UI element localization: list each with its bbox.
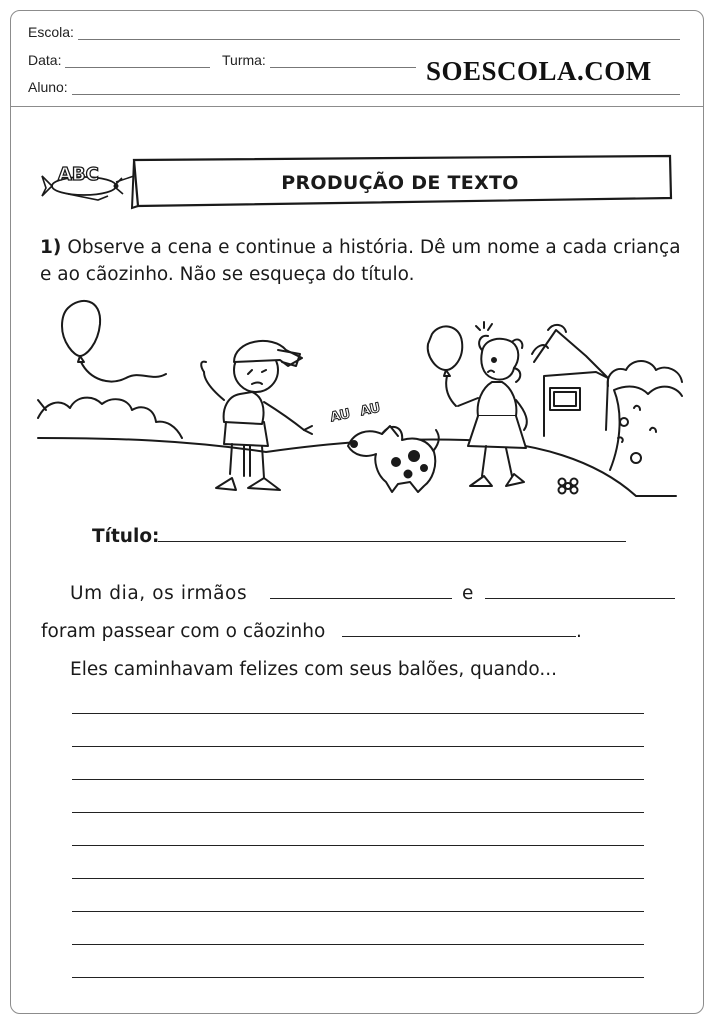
tree-figure — [608, 361, 682, 470]
question-text: Observe a cena e continue a história. Dê um nome a cada criança e ao cãozinho. Não se esqueça do título. — [40, 237, 681, 285]
writing-line[interactable] — [72, 911, 644, 912]
data-field[interactable] — [28, 52, 210, 68]
writing-line[interactable] — [72, 878, 644, 879]
airplane-icon — [42, 164, 123, 200]
dog-name-line[interactable] — [342, 636, 576, 637]
house-figure — [532, 325, 608, 436]
line1-conj: e — [462, 583, 474, 604]
brother1-name-line[interactable] — [270, 598, 452, 599]
line1-prefix: Um dia, os irmãos — [70, 583, 248, 604]
writing-line[interactable] — [72, 812, 644, 813]
writing-line[interactable] — [72, 977, 644, 978]
writing-line[interactable] — [72, 746, 644, 747]
writing-line[interactable] — [72, 845, 644, 846]
escola-line[interactable] — [78, 28, 680, 40]
scene-illustration — [36, 290, 686, 512]
page-title: PRODUÇÃO DE TEXTO — [281, 172, 519, 194]
turma-line[interactable] — [270, 56, 416, 68]
girl-figure — [428, 322, 527, 486]
dog-sound-2: AU — [358, 400, 382, 420]
question-1 — [40, 234, 690, 288]
line2-suffix: . — [576, 621, 582, 642]
brother2-name-line[interactable] — [485, 598, 675, 599]
dog-figure — [348, 426, 439, 492]
flower-icon — [559, 479, 578, 494]
escola-field[interactable] — [28, 24, 680, 40]
writing-line[interactable] — [72, 779, 644, 780]
writing-line[interactable] — [72, 713, 644, 714]
brand-logo: SOESCOLA.COM — [426, 56, 652, 86]
line3-text: Eles caminhavam felizes com seus balões, quando... — [70, 659, 558, 680]
plane-letters: ABC — [58, 164, 99, 185]
line2-prefix: foram passear com o cãozinho — [41, 621, 326, 642]
question-number: 1) — [40, 237, 62, 258]
turma-label: Turma: — [222, 52, 266, 68]
escola-label: Escola: — [28, 24, 74, 40]
titulo-label: Título: — [92, 526, 160, 547]
dog-sound-1: AU — [328, 406, 352, 426]
titulo-line[interactable] — [158, 541, 626, 542]
header-separator — [10, 106, 704, 107]
turma-field[interactable] — [222, 52, 416, 68]
writing-line[interactable] — [72, 944, 644, 945]
boy-figure — [201, 341, 312, 490]
aluno-label: Aluno: — [28, 79, 68, 95]
data-label: Data: — [28, 52, 62, 68]
data-line[interactable] — [65, 56, 210, 68]
